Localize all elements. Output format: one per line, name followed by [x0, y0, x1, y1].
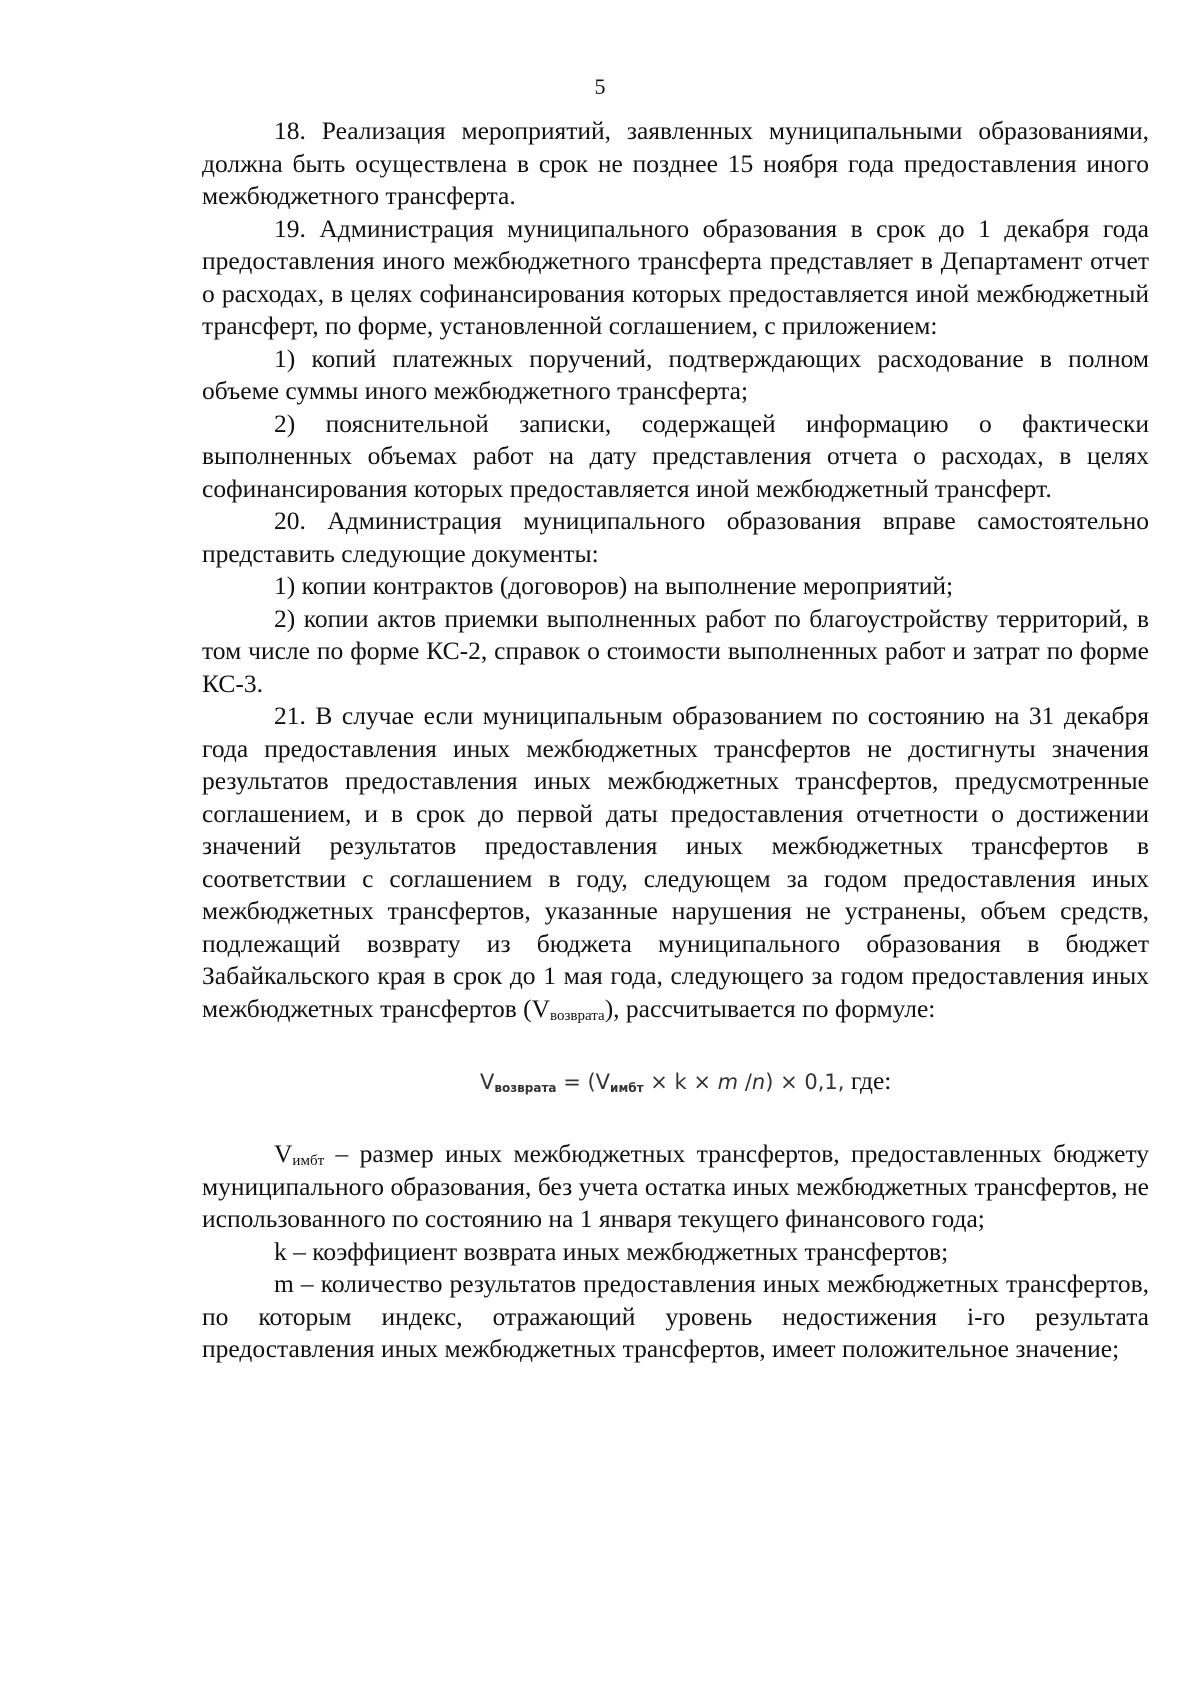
- paragraph-19: 19. Администрация муниципального образования в срок до 1 декабря года предоставления иного межбюджетного трансферта представляет в Департамент отчет о расходах, в целях софинансирования которых предоставляется иной межбюджетный трансферт, по форме, установленной соглашением, с приложением:: [202, 213, 1149, 340]
- definition-vimbt: [202, 1138, 1149, 1236]
- paragraph-21-text-end: ), рассчитывается по формуле:: [604, 993, 936, 1023]
- formula-where: где:: [844, 1066, 892, 1095]
- paragraph-20: 20. Администрация муниципального образования вправе самостоятельно представить следующие документы:: [202, 506, 1149, 568]
- paragraph-19-item-1: 1) копий платежных поручений, подтверждающих расходование в полном объеме суммы иного межбюджетного трансферта;: [202, 343, 1149, 405]
- paragraph-20-item-2: 2) копии актов приемки выполненных работ по благоустройству территорий, в том числе по форме КС-2, справок о стоимости выполненных работ и затрат по форме КС-3.: [202, 603, 1149, 698]
- formula-times-k: × k ×: [643, 1070, 718, 1094]
- formula-lhs-subscript: возврата: [494, 1081, 557, 1095]
- definition-vimbt-symbol: V: [274, 1139, 293, 1168]
- formula-slash: /: [738, 1070, 752, 1094]
- paragraph-21-subscript: возврата: [550, 1007, 605, 1024]
- paragraph-20-item-1: 1) копии контрактов (договоров) на выполнение мероприятий;: [274, 571, 954, 600]
- formula-v-subscript: имбт: [610, 1081, 644, 1095]
- paragraph-18: 18. Реализация мероприятий, заявленных муниципальными образованиями, должна быть осуществлена в срок не позднее 15 ноября года предоставления иного межбюджетного трансферта.: [202, 116, 1149, 210]
- formula-m: m: [717, 1070, 739, 1094]
- definition-vimbt-subscript: имбт: [292, 1153, 325, 1169]
- definition-k: k – коэффициент возврата иных межбюджетных трансфертов;: [274, 1236, 949, 1266]
- definition-vimbt-text: – размер иных межбюджетных трансфертов, предоставленных бюджету муниципального образования, без учета остатка иных межбюджетных трансфертов, не использованного по состоянию на 1 января текущего финансового года;: [202, 1139, 1149, 1233]
- formula-equals: = (V: [556, 1070, 611, 1094]
- paragraph-21-text: 21. В случае если муниципальным образованием по состоянию на 31 декабря года предоставления иных межбюджетных трансфертов не достигнуты значения результатов предоставления иных межбюджетных трансфертов, предусмотренные соглашением, и в срок до первой даты предоставления отчетности о достижении значений результатов предоставления иных межбюджетных трансфертов в соответствии с соглашением в году, следующем за годом предоставления иных межбюджетных трансфертов, указанные нарушения не устранены, объем средств, подлежащий возврату из бюджета муниципального образования в бюджет Забайкальского края в срок до 1 мая года, следующего за годом предоставления иных межбюджетных трансфертов (V: [202, 701, 1149, 1023]
- paragraph-21: [202, 700, 1149, 1025]
- document-body: [202, 115, 1149, 1366]
- return-formula: [480, 1070, 844, 1094]
- formula-n: n: [751, 1070, 766, 1094]
- paragraph-19-item-2: 2) пояснительной записки, содержащей информацию о фактически выполненных объемах работ на дату представления отчета о расходах, в целях софинансирования которых предоставляется иной межбюджетный трансферт.: [202, 408, 1149, 503]
- page-number: 5: [594, 74, 606, 99]
- formula-block: [202, 1065, 1149, 1098]
- formula-close: ) × 0,1,: [765, 1070, 845, 1094]
- definition-m: m – количество результатов предоставления иных межбюджетных трансфертов, по которым индекс, отражающий уровень недостижения i-го результата предоставления иных межбюджетных трансфертов, имеет положительное значение;: [202, 1269, 1149, 1363]
- formula-lhs: V: [480, 1070, 495, 1094]
